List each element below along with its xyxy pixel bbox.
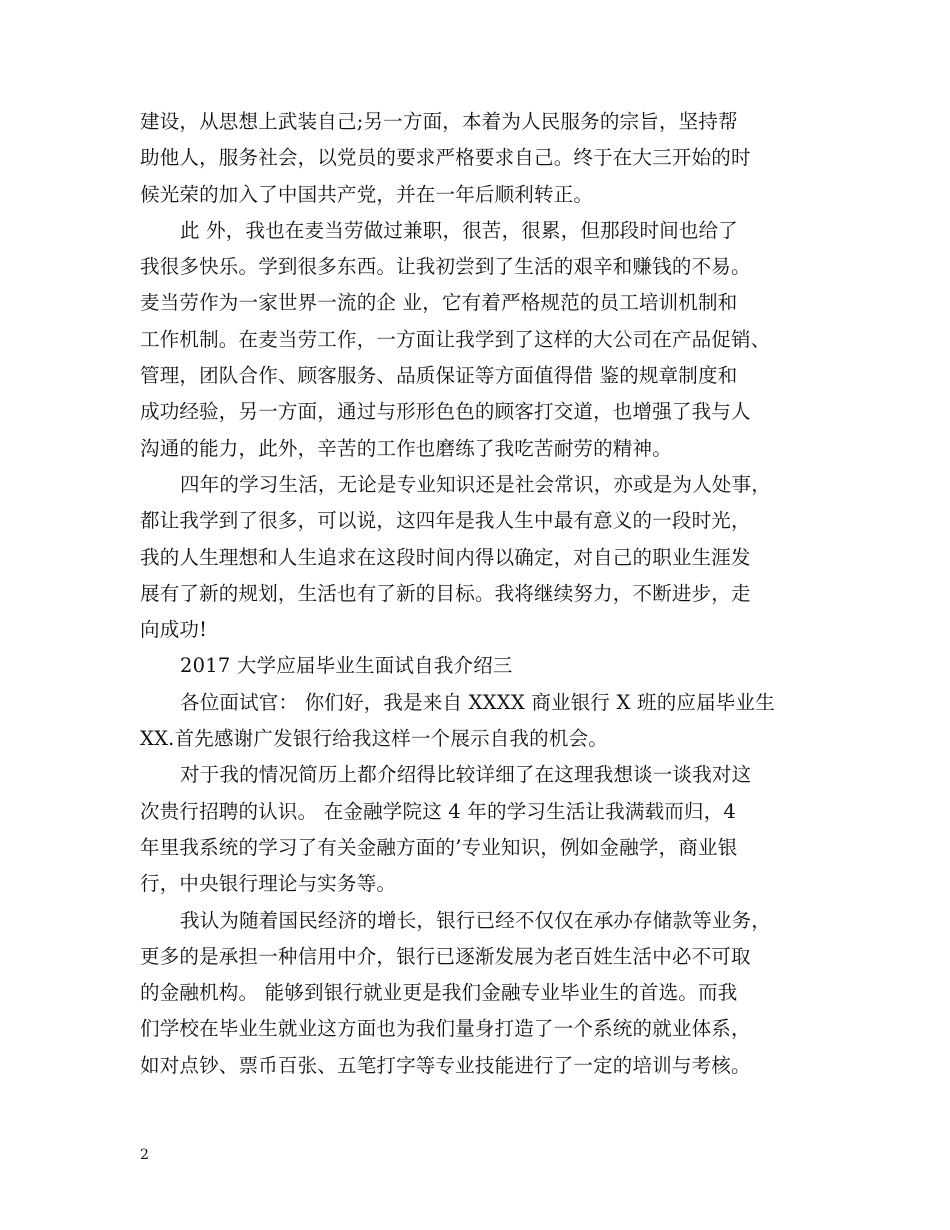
text-line: 们学校在毕业生就业这方面也为我们量身打造了一个系统的就业体系， [140, 1017, 751, 1041]
text-line: 次贵行招聘的认识。 在金融学院这 4 年的学习生活让我满载而归，4 [140, 799, 737, 823]
text-line: 都让我学到了很多，可以说，这四年是我人生中最有意义的一段时光， [140, 509, 751, 533]
text-line: 麦当劳作为一家世界一流的企 业，它有着严格规范的员工培训机制和 [140, 291, 738, 315]
text-line: 行，中央银行理论与实务等。 [140, 872, 397, 896]
text-line: 工作机制。在麦当劳工作，一方面让我学到了这样的大公司在产品促销、 [140, 327, 771, 351]
paragraph-first-line: 对于我的情况简历上都介绍得比较详细了在这理我想谈一谈我对这 [180, 763, 752, 787]
text-line: 沟通的能力，此外，辛苦的工作也磨练了我吃苦耐劳的精神。 [140, 436, 672, 460]
section-heading: 2017 大学应届毕业生面试自我介绍三 [180, 654, 513, 678]
text-line: 我的人生理想和人生追求在这段时间内得以确定，对自己的职业生涯发 [140, 545, 751, 569]
text-line: 更多的是承担一种信用中介，银行已逐渐发展为老百姓生活中必不可取 [140, 944, 751, 968]
text-line: 向成功! [140, 618, 208, 642]
page-number: 2 [140, 1147, 149, 1163]
paragraph-first-line: 此 外，我也在麦当劳做过兼职，很苦，很累，但那段时间也给了 [180, 218, 738, 242]
text-line: 建设，从思想上武装自己;另一方面，本着为人民服务的宗旨，坚持帮 [140, 110, 738, 133]
text-line: 我很多快乐。学到很多东西。让我初尝到了生活的艰辛和赚钱的不易。 [140, 255, 751, 279]
text-line: 的金融机构。 能够到银行就业更是我们金融专业毕业生的首选。而我 [140, 981, 738, 1005]
text-line: 候光荣的加入了中国共产党，并在一年后顺利转正。 [140, 182, 594, 206]
paragraph-first-line: 四年的学习生活，无论是专业知识还是社会常识，亦或是为人处事， [180, 472, 772, 496]
paragraph-first-line: 各位面试官： 你们好，我是来自 XXXX 商业银行 X 班的应届毕业生 [180, 690, 775, 714]
text-line: XX.首先感谢广发银行给我这样一个展示自我的机会。 [140, 727, 608, 751]
text-line: 成功经验，另一方面，通过与形形色色的顾客打交道，也增强了我与人 [140, 400, 751, 424]
text-line: 展有了新的规划，生活也有了新的目标。我将继续努力，不断进步，走 [140, 581, 751, 605]
text-line: 管理，团队合作、顾客服务、品质保证等方面值得借 鉴的规章制度和 [140, 364, 738, 388]
text-line: 助他人，服务社会，以党员的要求严格要求自己。终于在大三开始的时 [140, 146, 751, 170]
text-line: 年里我系统的学习了有关金融方面的’专业知识，例如金融学，商业银 [140, 835, 738, 859]
paragraph-first-line: 我认为随着国民经济的增长，银行已经不仅仅在承办存储款等业务， [180, 908, 772, 932]
document-body [140, 104, 830, 1084]
text-line: 如对点钞、票币百张、五笔打字等专业技能进行了一定的培训与考核。 [140, 1053, 751, 1077]
